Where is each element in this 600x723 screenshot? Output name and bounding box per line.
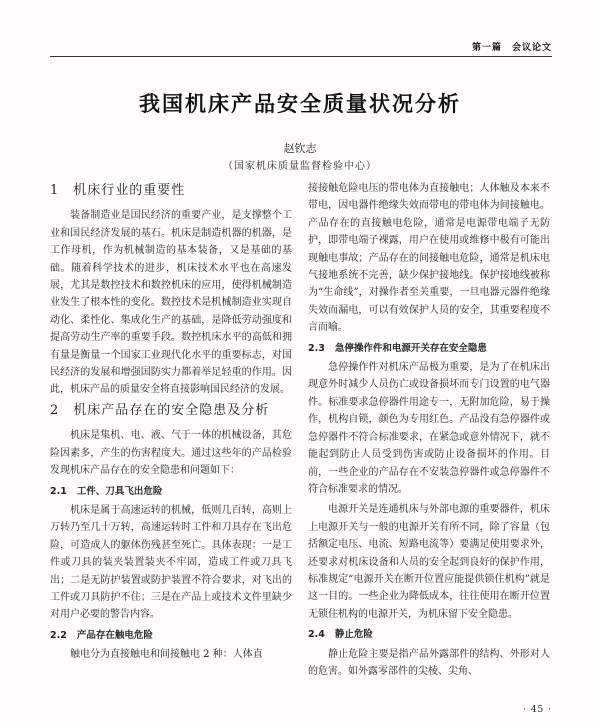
body-paragraph: 电源开关是连通机床与外部电源的重要器件，机床上电源开关与一般的电源开关有所不同，除了容量（包括额定电压、电流、短路电流等）要满足使用要求外，还要求对机床设备和人员的安全起到良好的保护作用，标准规定“电源开关在断开位置应能提供锁住机构”就是这一目的。一些企业为降低成本，往往使用在断开位置无锁住机构的电源开关，为机床留下安全隐患。: [308, 504, 550, 620]
subsection-heading: 2.4 静止危险: [308, 629, 373, 641]
body-paragraph: 装备制造业是国民经济的重要产业，是支撑整个工业和国民经济发展的基石。机床是制造机器的机器，是工作母机，作为机械制造的基本装备，又是基础的基础。随着科学技术的进步，机床技术水平也在高速发展，尤其是数控技术和数控机床的应用，使得机械制造业发生了根本性的变化。数控技术是机械制造业实现自动化、柔性化、集成化生产的基础，是降低劳动强度和提高劳动生产率的重要手段。数控机床水平的高低和拥有量是衡量一个国家工业现代化水平的重要标志，对国民经济的发展和增强国防实力都着举足轻重的作用。因此，机床产品的质量安全将直接影响国民经济的发展。: [50, 210, 292, 396]
running-header: 第一篇 会议论文: [471, 43, 552, 53]
section-heading: 1 机床行业的重要性: [50, 183, 186, 198]
subsection-heading: 2.3 急停操作件和电源开关存在安全隐患: [308, 342, 487, 354]
section-heading: 2 机床产品存在的安全隐患及分析: [50, 402, 270, 418]
body-paragraph: 触电分为直接触电和间接触电 2 种：人体直: [70, 649, 263, 661]
body-paragraph: 机床是属于高速运转的机械，低则几百转，高则上万转乃至几十万转，高速运转时工件和刀具存在飞出危险，可造成人的躯体伤残甚至死亡。具体表现：一是工件或刀具的装夹装置装夹不牢固，造成工件或刀具飞出；二是无防护装置或防护装置不符合要求，对飞出的工件或刀具防护不住；三是在产品上或技术文件里缺少对用户必要的警告内容。: [50, 504, 292, 621]
left-column: [50, 180, 292, 667]
subsection-heading: 2.2 产品存在触电危险: [50, 629, 153, 641]
body-paragraph: 急停操作件对机床产品极为重要，是为了在机床出现意外时减少人员伤亡或设备损坏而专门设置的电气器件。标准要求急停器件用途专一，无附加危险，易于操作，机构自锁，颜色为专用红色。产品没有急停器件或急停器件不符合标准要求，在紧急或意外情况下，就不能起到防止人员受到伤害或防止设备损坏的作用。目前，一些企业的产品存在不安装急停器件或急停器件不符合标准要求的情况。: [308, 362, 550, 495]
body-paragraph: 接接触危险电压的带电体为直接触电；人体触及本来不带电，因电器件绝缘失效而带电的带电体为间接触电。产品存在的直接触电危险，通常是电源带电端子无防护，即带电端子裸露，用户在使用或维修中极有可能出现触电事故；产品存在的间接触电危险，通常是机床电气接地系统不完善，缺少保护接地线。保护接地线被称为“生命线”，对操作者至关重要，一旦电器元器件绝缘失效而漏电，可以有效保护人员的安全，其重要程度不言而喻。: [308, 183, 550, 334]
header-rule: [50, 56, 552, 57]
page-number: · 45 ·: [523, 705, 552, 715]
body-paragraph: 静止危险主要是指产品外露部件的结构、外形对人的危害。如外露零部件的尖棱、尖角、: [308, 648, 550, 677]
subsection-heading: 2.1 工件、刀具飞出危险: [50, 485, 163, 497]
body-paragraph: 机床是集机、电、液、气于一体的机械设备，其危险因素多，产生的伤害程度大。通过这些年的产品检验发现机床产品存在的安全隐患和问题如下：: [50, 430, 292, 477]
right-column: [308, 180, 550, 683]
author: 赵钦志: [283, 142, 317, 155]
article-title: 我国机床产品安全质量状况分析: [139, 92, 461, 116]
affiliation: （国家机床质量监督检验中心）: [223, 161, 377, 172]
